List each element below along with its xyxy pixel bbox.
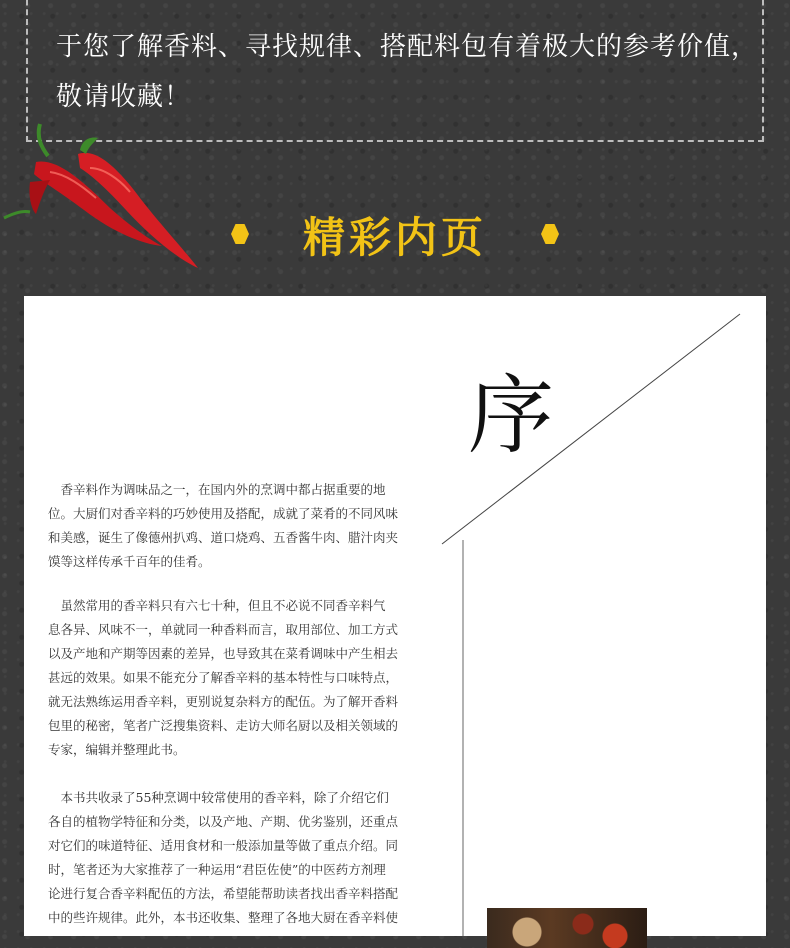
paragraph-line: 各自的植物学特征和分类，以及产地、产期、优劣鉴别，还重点	[48, 814, 399, 829]
book-page	[24, 296, 766, 936]
intro-line-2: 敬请收藏！	[56, 82, 192, 112]
paragraph-line: 时，笔者还为大家推荐了一种运用“君臣佐使”的中医药方剂理	[48, 862, 386, 877]
paragraph-line: 以及产地和产期等因素的差异，也导致其在菜肴调味中产生相去	[48, 646, 399, 661]
paragraph-line: 和美感，诞生了像德州扒鸡、道口烧鸡、五香酱牛肉、腊汁肉夹	[48, 530, 399, 545]
paragraph-line: 包里的秘密，笔者广泛搜集资料、走访大师名厨以及相关领域的	[48, 718, 399, 733]
paragraph-line: 就无法熟练运用香辛料，更别说复杂料方的配伍。为了解开香料	[48, 694, 399, 709]
paragraph-line: 香辛料作为调味品之一，在国内外的烹调中都占据重要的地	[48, 482, 386, 497]
paragraph-line: 专家，编辑并整理此书。	[48, 742, 186, 757]
paragraph-line: 位。大厨们对香辛料的巧妙使用及搭配，成就了菜肴的不同风味	[48, 506, 399, 521]
section-title-text: 精彩内页	[302, 213, 487, 262]
paragraph-line: 馍等这样传承千百年的佳肴。	[48, 554, 211, 569]
paragraph-line: 本书共收录了55种烹调中较常使用的香辛料，除了介绍它们	[48, 790, 389, 805]
intro-line-1: 于您了解香料、寻找规律、搭配料包有着极大的参考价值，	[56, 32, 759, 62]
paragraph-line: 息各异、风味不一，单就同一种香料而言，取用部位、加工方式	[48, 622, 399, 637]
paragraph-line: 甚远的效果。如果不能充分了解香辛料的基本特性与口味特点，	[48, 670, 399, 685]
paragraph-line: 虽然常用的香辛料只有六七十种，但且不必说不同香辛料气	[48, 598, 386, 613]
paragraph-line: 对它们的味道特征、适用食材和一般添加量等做了重点介绍。同	[48, 838, 399, 853]
paragraph-1	[48, 478, 450, 574]
spice-photo	[487, 908, 647, 948]
paragraph-2	[48, 594, 450, 762]
paragraph-3	[48, 786, 450, 930]
preface-heading: 序	[468, 366, 554, 466]
paragraph-line: 论进行复合香辛料配伍的方法，希望能帮助读者找出香辛料搭配	[48, 886, 399, 901]
section-title	[0, 200, 790, 270]
paragraph-line: 中的些许规律。此外，本书还收集、整理了各地大厨在香辛料使	[48, 910, 399, 925]
